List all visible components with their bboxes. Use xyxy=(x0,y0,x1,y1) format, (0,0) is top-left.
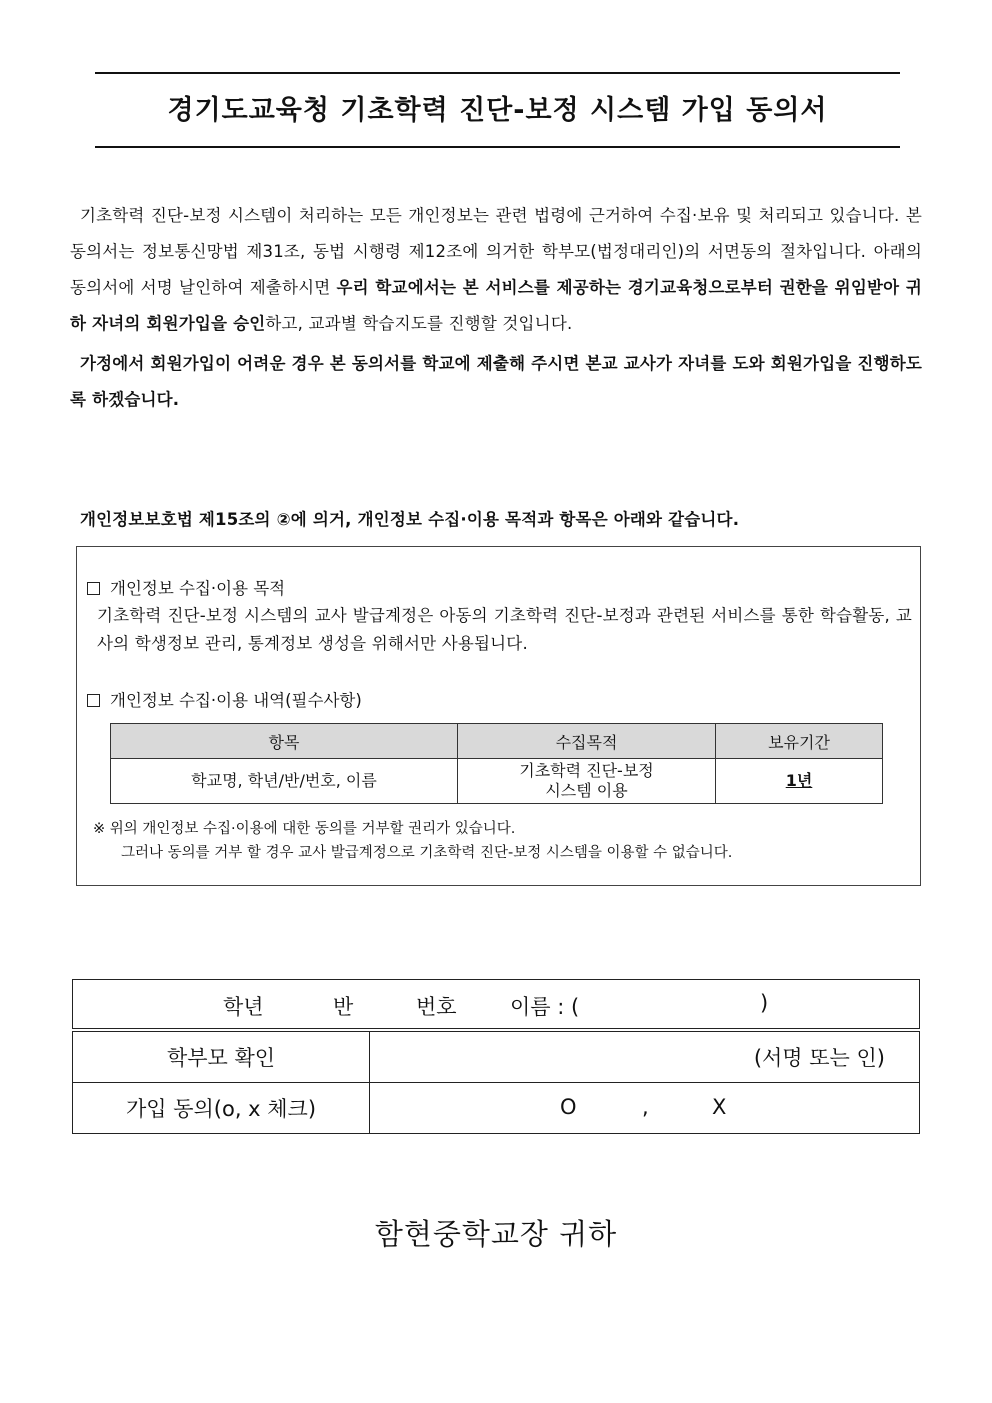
checkbox-square-icon xyxy=(87,582,100,595)
header-item: 항목 xyxy=(111,724,458,759)
option-x[interactable]: X xyxy=(712,1095,727,1119)
student-info-row xyxy=(73,980,920,1031)
law-reference: 개인정보보호법 제15조의 ②에 의거, 개인정보 수집·이용 목적과 항목은 아래와 같습니다. xyxy=(80,510,740,529)
parent-confirm-label: 학부모 확인 xyxy=(73,1030,370,1083)
class-label: 반 xyxy=(333,995,354,1019)
checkbox-square-icon xyxy=(87,694,100,707)
consent-options xyxy=(370,1083,920,1134)
page-title: 경기도교육청 기초학력 진단-보정 시스템 가입 동의서 xyxy=(167,95,828,126)
name-label[interactable]: 이름 : ( xyxy=(510,995,580,1019)
details-table xyxy=(110,723,883,804)
parent-signature-field[interactable]: (서명 또는 인) xyxy=(370,1030,920,1083)
intro-bold-text: 우리 학교에서는 본 서비스를 제공하는 경기교육청으로부터 권한을 위임받아 귀하 자녀의 회원가입을 승인 xyxy=(70,278,922,333)
top-rule xyxy=(95,72,900,74)
grade-label: 학년 xyxy=(223,995,264,1019)
title-underline xyxy=(95,146,900,148)
header-purpose: 수집목적 xyxy=(458,724,716,759)
option-o[interactable]: O xyxy=(560,1095,577,1119)
signature-table xyxy=(72,979,920,1134)
purpose-heading: 개인정보 수집·이용 목적 xyxy=(87,575,285,599)
header-period: 보유기간 xyxy=(716,724,883,759)
table-row xyxy=(111,759,883,804)
name-close-paren: ) xyxy=(760,991,769,1015)
cell-purpose: 기초학력 진단-보정 시스템 이용 xyxy=(458,759,716,804)
details-heading: 개인정보 수집·이용 내역(필수사항) xyxy=(87,687,362,711)
purpose-text: 기초학력 진단-보정 시스템의 교사 발급계정은 아동의 기초학력 진단-보정과 관련된 서비스를 통한 학습활동, 교사의 학생정보 관리, 통계정보 생성을 위해서만 사용됩니다. xyxy=(97,606,912,653)
number-label: 번호 xyxy=(416,995,457,1019)
refusal-note: ※ 위의 개인정보 수집·이용에 대한 동의를 거부할 권리가 있습니다. 그러나 동의를 거부 할 경우 교사 발급계정으로 기초학력 진단-보정 시스템을 이용할 수 없습니다. xyxy=(93,821,733,861)
intro-paragraph-1: 기초학력 진단-보정 시스템이 처리하는 모든 개인정보는 관련 법령에 근거하여 수집·보유 및 처리되고 있습니다. 본 동의서는 정보통신망법 제31조, 동법 시행령 제12조에 의거한 학부모(법정대리인)의 서면동의 절차입니다. 아래의 동의서에 서명 날인하여 제출하시면 우리 학교에서는 본 서비스를 제공하는 경기교육청으로부터 권한을 위임받아 귀하 자녀의 회원가입을 승인하고, 교과별 학습지도를 진행할 것입니다. xyxy=(70,206,922,333)
cell-item: 학교명, 학년/반/번호, 이름 xyxy=(111,759,458,804)
intro-section xyxy=(70,198,922,418)
cell-period: 1년 xyxy=(716,759,883,804)
option-separator: , xyxy=(642,1095,649,1119)
addressee: 함현중학교장 귀하 xyxy=(374,1217,618,1251)
intro-paragraph-2: 가정에서 회원가입이 어려운 경우 본 동의서를 학교에 제출해 주시면 본교 교사가 자녀를 도와 회원가입을 진행하도록 하겠습니다. xyxy=(70,354,922,409)
consent-label: 가입 동의(o, x 체크) xyxy=(73,1083,370,1134)
privacy-info-box xyxy=(76,546,921,886)
